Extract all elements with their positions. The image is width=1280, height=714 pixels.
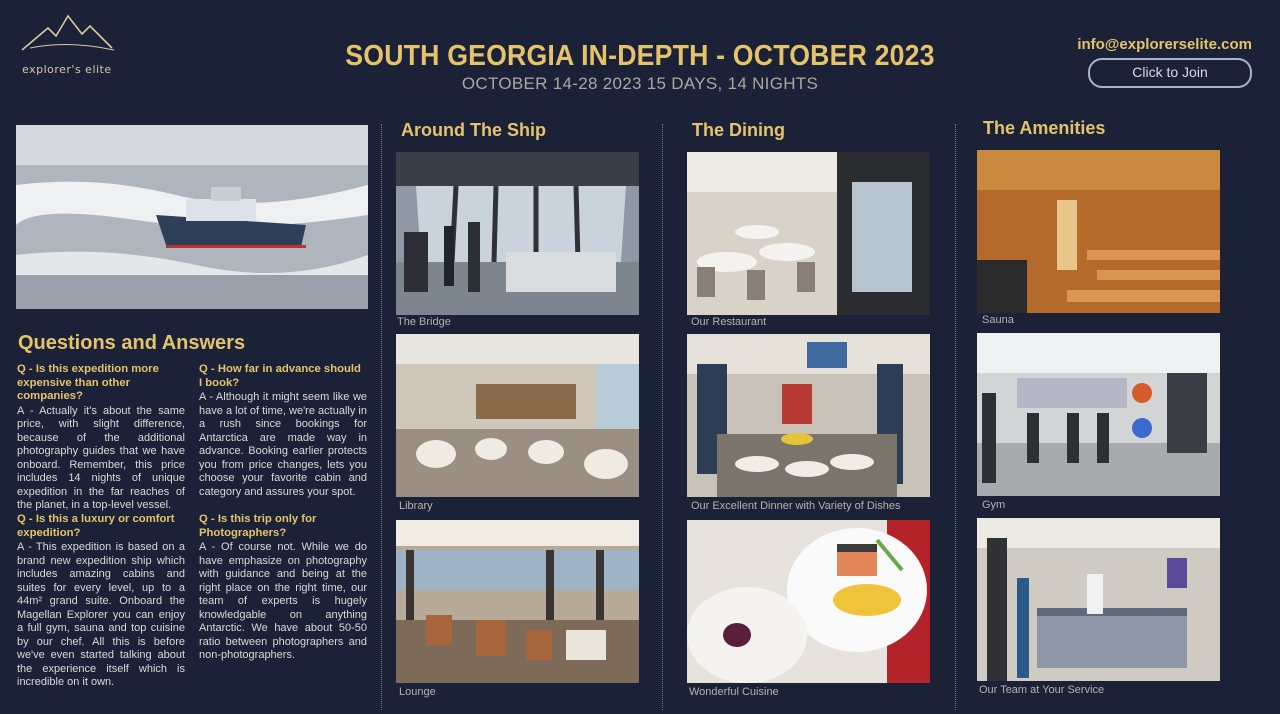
- qa-answer: A - This expedition is based on a brand new expedition ship which includes amazing cabins and suites for every level, up to a 44m² grand suite. Onboard the Magellan Explorer you can enjoy a full gym, sauna and top cuisine by our chef. All this is before we've even started talking about the experience itself which is incredible on it own.: [17, 541, 185, 688]
- restaurant-photo: [687, 152, 930, 315]
- reception-photo: [977, 518, 1220, 681]
- ship-hero-photo: [16, 125, 368, 309]
- qa-question: Q - Is this trip only for Photographers?: [199, 513, 317, 539]
- qa-item: [17, 363, 185, 513]
- library-photo: [396, 334, 639, 497]
- photo-caption: Wonderful Cuisine: [689, 686, 779, 698]
- qa-item: [199, 363, 367, 499]
- photo-caption: Sauna: [982, 314, 1014, 326]
- qa-answer: A - Although it might seem like we have a lot of time, we're actually in a rush since bookings for Antarctica are made way in advance. Booking earlier protects you from price changes, lets you choose your favorite cabin and category and assures your spot.: [199, 391, 367, 498]
- column-divider: [662, 124, 663, 710]
- section-title-amenities: The Amenities: [983, 118, 1106, 138]
- gym-photo: [977, 333, 1220, 496]
- page-subtitle: OCTOBER 14-28 2023 15 DAYS, 14 NIGHTS: [461, 74, 819, 93]
- brand-name: explorer's elite: [22, 63, 112, 76]
- photo-caption: Lounge: [399, 686, 436, 698]
- photo-caption: Gym: [982, 499, 1006, 511]
- qa-item: [199, 513, 367, 663]
- qa-answer: A - Of course not. While we do have emphasize on photography with guidance and being at the right place on the right time, our team of experts is hugely knowledgable on anything Antarctic. We have about 50-50 ratio between photographers and non-photographers.: [199, 541, 367, 661]
- photo-caption: The Bridge: [397, 316, 451, 328]
- dinner-photo: [687, 334, 930, 497]
- qa-question: Q - How far in advance should I book?: [199, 363, 361, 389]
- section-title-dining: The Dining: [692, 120, 785, 140]
- lounge-photo: [396, 520, 639, 683]
- qa-item: [17, 513, 185, 690]
- photo-caption: Library: [399, 500, 433, 512]
- bridge-photo: [396, 152, 639, 315]
- cuisine-photo: [687, 520, 930, 683]
- photo-caption: Our Excellent Dinner with Variety of Dishes: [691, 500, 901, 512]
- page-title: SOUTH GEORGIA IN-DEPTH - OCTOBER 2023: [345, 40, 935, 72]
- qa-question: Q - Is this expedition more expensive than other companies?: [17, 363, 159, 402]
- column-divider: [955, 124, 956, 710]
- email-link[interactable]: info@explorerselite.com: [1077, 36, 1252, 53]
- photo-caption: Our Restaurant: [691, 316, 767, 328]
- photo-caption: Our Team at Your Service: [979, 684, 1105, 696]
- qa-answer: A - Actually it's about the same price, with slight difference, because of the additional photography guides that we have onboard. Remember, this price includes 14 nights of unique expedition in the far reaches of the planet, in a top-level vessel.: [17, 404, 185, 511]
- qa-title: Questions and Answers: [18, 332, 246, 354]
- section-title-ship: Around The Ship: [401, 120, 546, 140]
- column-divider: [381, 124, 382, 710]
- click-to-join-button[interactable]: Click to Join: [1088, 58, 1252, 88]
- qa-question: Q - Is this a luxury or comfort expedition?: [17, 513, 175, 539]
- sauna-photo: [977, 150, 1220, 313]
